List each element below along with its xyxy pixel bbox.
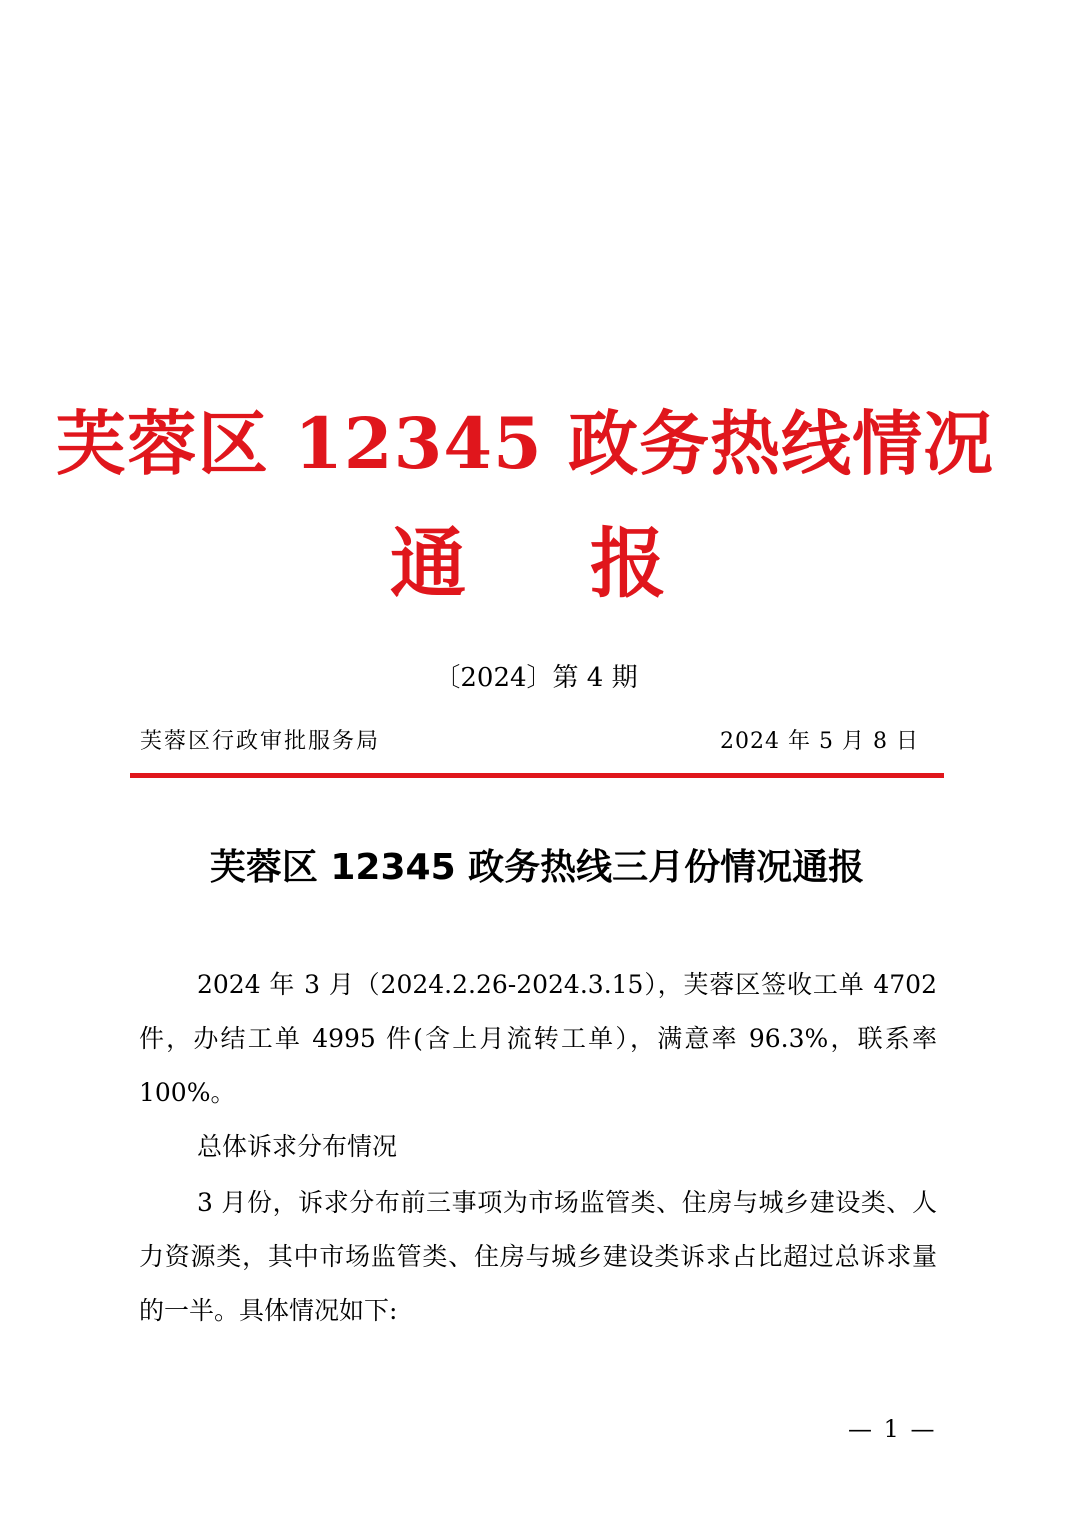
page-number: — 1 — (848, 1415, 937, 1443)
masthead-title: 芙蓉区 12345 政务热线情况 (55, 402, 995, 485)
issue-date: 2024 年 5 月 8 日 (720, 729, 919, 754)
document-title: 芙蓉区 12345 政务热线三月份情况通报 (209, 847, 865, 888)
masthead-subtitle-char-2: 报 (590, 519, 666, 608)
section-heading: 总体诉求分布情况 (197, 1132, 398, 1161)
issue-number: 〔2024〕第 4 期 (434, 663, 638, 693)
header-divider (130, 773, 944, 778)
distribution-paragraph: 3 月份，诉求分布前三事项为市场监管类、住房与城乡建设类、人力资源类，其中市场监管类、住房与城乡建设类诉求占比超过总诉求量的一半。具体情况如下: (139, 1188, 937, 1325)
masthead-subtitle-char-1: 通 (390, 519, 466, 608)
issuer-name: 芙蓉区行政审批服务局 (140, 729, 381, 754)
summary-paragraph: 2024 年 3 月（2024.2.26-2024.3.15），芙蓉区签收工单 4702 件，办结工单 4995 件(含上月流转工单），满意率 96.3%，联系率 100%。 (139, 970, 937, 1107)
